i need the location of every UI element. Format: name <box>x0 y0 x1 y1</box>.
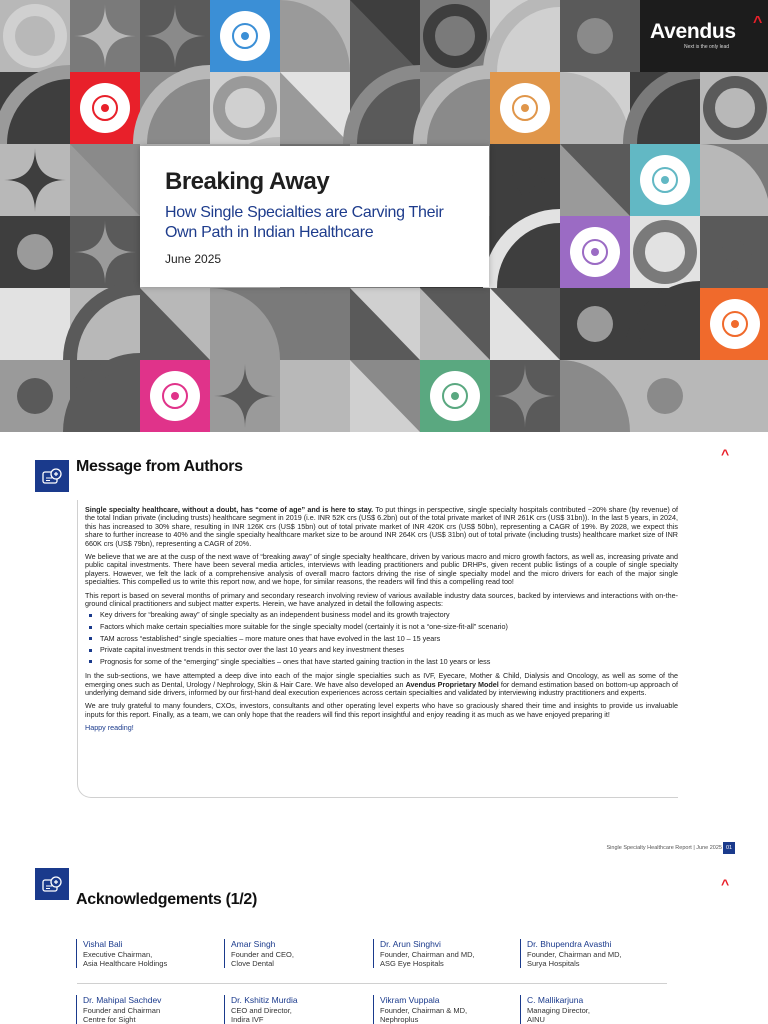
ack-name: Dr. Arun Singhvi <box>380 939 441 949</box>
ack-org: Indira IVF <box>231 1015 264 1024</box>
ack-role: Founder, Chairman & MD, <box>380 1006 468 1015</box>
eye-icon-dot <box>241 32 249 40</box>
brand-name: Avendus <box>650 20 736 43</box>
flask-icon-dot <box>101 104 109 112</box>
ack-role: Founder, Chairman and MD, <box>527 950 622 959</box>
ack-org: Clove Dental <box>231 959 274 968</box>
ack-entry <box>224 939 369 968</box>
closing-line: Happy reading! <box>85 723 134 733</box>
ack-name: Dr. Bhupendra Avasthi <box>527 939 612 949</box>
ack-org: Asia Healthcare Holdings <box>83 959 168 968</box>
mother-icon-dot <box>171 392 179 400</box>
paragraph-3: This report is based on several months of primary and secondary research involving review of various available industry data sources, backed by interviews and interactions with on-the-ground clinical practitioners and subject matter experts. Herein, we have analyzed in detail the following aspects: <box>85 590 678 609</box>
ack-role: Founder and Chairman <box>83 1006 161 1015</box>
ack-entry <box>373 995 518 1024</box>
ack-role: Founder, Chairman and MD, <box>380 950 475 959</box>
ack-entry <box>76 939 221 968</box>
paragraph-1 <box>85 506 678 548</box>
ack-org: Surya Hospitals <box>527 959 580 968</box>
tooth-icon-dot <box>591 248 599 256</box>
paragraph-4-bold: Avendus Proprietary Model <box>405 679 499 689</box>
report-title: Breaking Away <box>165 168 330 195</box>
section-icon <box>35 460 69 492</box>
circle-shape <box>577 18 613 54</box>
footer-text: Single Specialty Healthcare Report | June 2025 <box>606 845 722 851</box>
ack-name: Dr. Mahipal Sachdev <box>83 995 162 1005</box>
ack-org: Nephroplus <box>380 1015 419 1024</box>
paragraph-1-lead: Single specialty healthcare, without a doubt, has “come of age” and is here to stay. <box>85 505 374 514</box>
ack-name: Vikram Vuppala <box>380 995 440 1005</box>
circle-shape <box>17 234 53 270</box>
medical-report-icon <box>41 466 63 486</box>
page-number: 01 <box>723 842 735 854</box>
caret-mark: ^ <box>721 446 730 462</box>
ack-name: Amar Singh <box>231 939 276 949</box>
recycle-icon-dot <box>451 392 459 400</box>
circle-shape <box>577 306 613 342</box>
report-subtitle: How Single Specialties are Carving Their Own Path in Indian Healthcare <box>165 204 444 241</box>
list-item: TAM across “established” single specialties – more mature ones that have evolved in the last 10 – 15 years <box>85 635 678 643</box>
ack-org: Centre for Sight <box>83 1015 136 1024</box>
paragraph-4-text-b: for demand estimation based on bottom-up approach of underlying demand side drivers, informed by our first-hand deal execution experiences across certain specialties and validated by interviewing industry practitioners and experts. <box>85 679 679 698</box>
aspects-list <box>85 611 678 666</box>
paragraph-4 <box>85 672 678 697</box>
medical-report-icon <box>41 874 63 894</box>
list-item: Prognosis for some of the “emerging” single specialties – ones that have started gaining traction in the last 10 years or less <box>85 658 678 666</box>
kidney-icon-dot <box>661 176 669 184</box>
cover-banner <box>0 0 768 432</box>
brand-tagline: Next is the only lead <box>684 44 730 50</box>
avendus-logo <box>640 0 768 72</box>
report-date: June 2025 <box>165 252 222 266</box>
ack-org: AINU <box>527 1015 545 1024</box>
paragraph-5: We are truly grateful to many founders, CXOs, investors, consultants and other operating level experts who have so graciously shared their time and insights to provide us invaluable inputs for this report. Finally, as a team, we can only hope that the readers will find this report insightful and enjoy reading it as much as we have enjoyed preparing it! <box>85 701 678 719</box>
ack-role: CEO and Director, <box>231 1006 292 1015</box>
message-body <box>85 506 678 738</box>
circle-shape <box>17 378 53 414</box>
list-item: Key drivers for “breaking away” of single specialty as an independent business model and its growth trajectory <box>85 611 678 619</box>
virus-icon-dot <box>521 104 529 112</box>
ack-entry <box>224 995 369 1024</box>
paragraph-4-text-a: In the sub-sections, we have attempted a deep dive into each of the major single specialties such as IVF, Eyecare, Mother & Child, Dialysis and Oncology, as well as some of the emerging ones such as Dental, Urology / Nephrology, Skin & Hair Care. We have also developed an <box>85 671 678 689</box>
ack-entry <box>520 939 665 968</box>
section-title-message: Message from Authors <box>76 458 243 475</box>
title-card <box>140 146 489 287</box>
paragraph-1-text: To put things in perspective, single specialty hospitals contributed ~20% share (by revenue) of the total Indian private (including trusts) healthcare segment in 2019 (i.e. INR 52K crs (US$ 6.2bn) out of the total private market of INR 261K crs (US$ 31bn)). In the last 5 years, in 2024, this has increased to 30% share, resulting in INR 126K crs (US$ 15bn) out of total private market of INR 420K crs (US$ 50bn), representing a CAGR of 19%. By 2028, we expect this share to further increase to 40% and the single specialty healthcare market size to be around INR 264K crs (US$ 31bn) out of total private (including trusts) healthcare market size of INR 660K crs (US$ 79bn), representing a CAGR of 20%. <box>85 505 679 548</box>
caret-mark: ^ <box>721 876 730 892</box>
ack-entry <box>520 995 665 1024</box>
section-title-acknowledgements: Acknowledgements (1/2) <box>76 891 258 908</box>
ack-role: Founder and CEO, <box>231 950 294 959</box>
list-item: Private capital investment trends in this sector over the last 10 years and key investment theses <box>85 646 678 654</box>
ack-name: Dr. Kshitiz Murdia <box>231 995 298 1005</box>
section-icon <box>35 868 69 900</box>
ack-role: Managing Director, <box>527 1006 590 1015</box>
face-icon-dot <box>731 320 739 328</box>
circle-shape <box>647 378 683 414</box>
ack-name: Vishal Bali <box>83 939 123 949</box>
ack-org: ASG Eye Hospitals <box>380 959 444 968</box>
ack-entry <box>76 995 221 1024</box>
ack-entry <box>373 939 518 968</box>
divider <box>77 983 667 984</box>
paragraph-2: We believe that we are at the cusp of the next wave of “breaking away” of single specialty healthcare, driven by various macro and micro growth factors, as well as, increasing private and public capital investments. There have been several media articles, interviews with leading practitioners and public DRHPs, given recent public listings of a couple of single specialty players. However, we felt the lack of a comprehensive analysis of overall macro factors driving the rise of single specialty model and the micro drivers for each of the major single specialties. This compelled us to write this report now, and we hope, for similar reasons, the readers will find this a compelling read too! <box>85 552 678 587</box>
brand-caret: ^ <box>753 14 763 31</box>
ack-role: Executive Chairman, <box>83 950 153 959</box>
ack-name: C. Mallikarjuna <box>527 995 584 1005</box>
list-item: Factors which make certain specialties more suitable for the single specialty model (certainly it is not a “one-size-fit-all” scenario) <box>85 623 678 631</box>
